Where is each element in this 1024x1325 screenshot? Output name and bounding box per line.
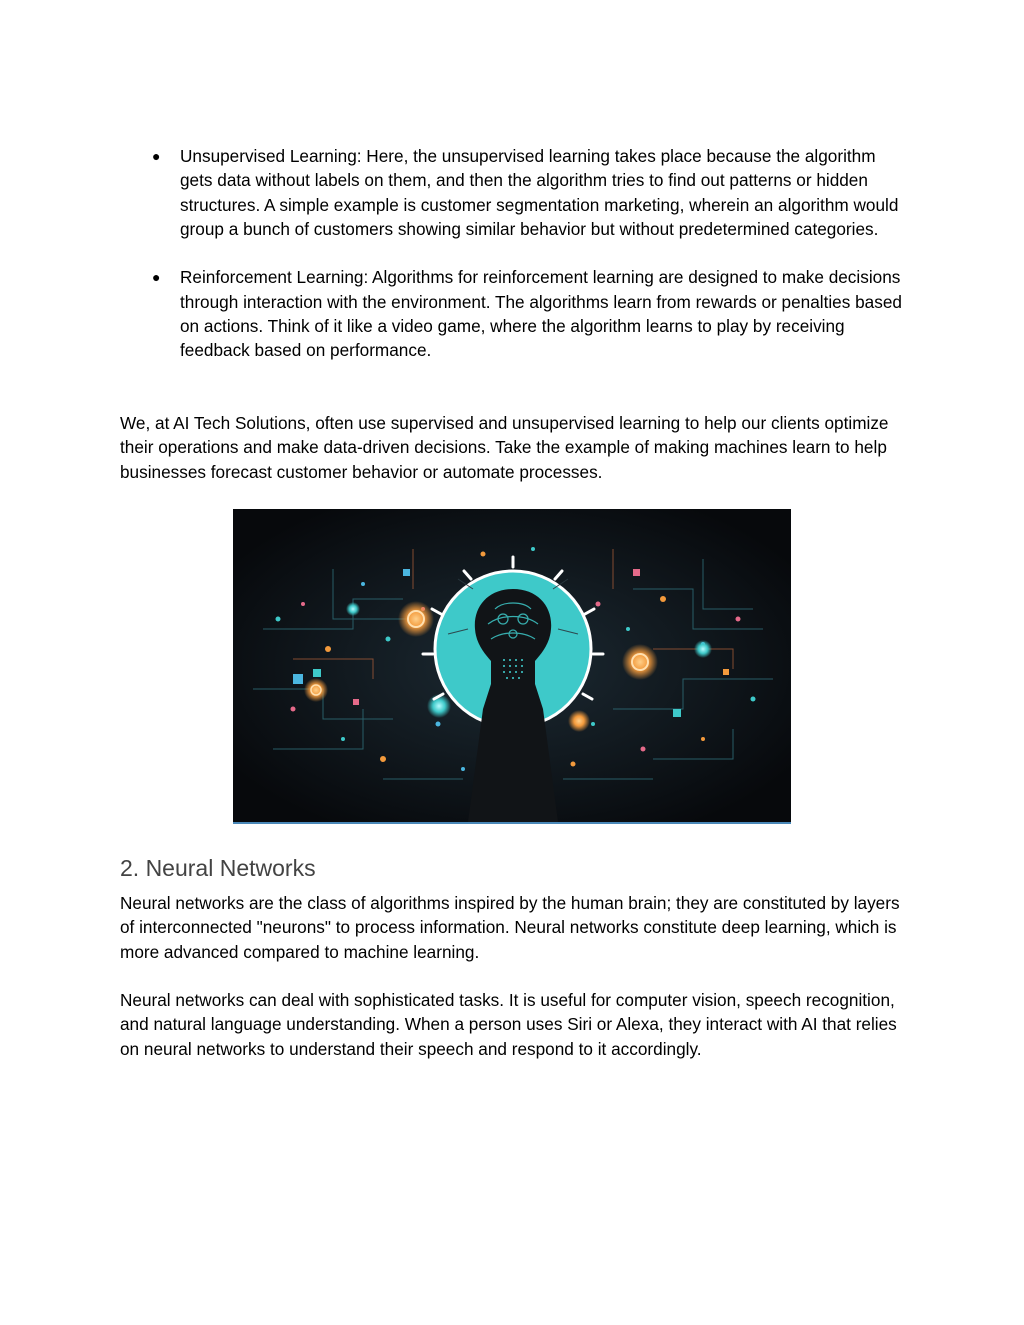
bullet-marker: ● (152, 269, 161, 286)
bullet-list (120, 144, 910, 387)
section-paragraph-1: Neural networks are the class of algorithms inspired by the human brain; they are constituted by layers of interconnected "neurons" to process information. Neural networks constitute deep learning, which is more advanced compared to machine learning. (120, 893, 900, 962)
bullet-item-reinforcement (120, 265, 910, 362)
bullet-marker: ● (152, 148, 161, 164)
section-heading: 2. Neural Networks (120, 855, 316, 881)
bullet-text: Unsupervised Learning: Here, the unsupervised learning takes place because the algorithm gets data without labels on them, and then the algorithm tries to find out patterns or hidden structures. A simple example is customer segmentation marketing, wherein an algorithm would group a bunch of customers showing similar behavior but without predetermined categories. (180, 146, 899, 239)
ai-brain-illustration (233, 509, 791, 822)
figure-underline (233, 822, 791, 824)
section-paragraph-2: Neural networks can deal with sophisticated tasks. It is useful for computer vision, speech recognition, and natural language understanding. When a person uses Siri or Alexa, they interact with AI that relies on neural networks to understand their speech and respond to it accordingly. (120, 990, 897, 1059)
intro-paragraph: We, at AI Tech Solutions, often use supervised and unsupervised learning to help our clients optimize their operations and make data-driven decisions. Take the example of making machines learn to help businesses forecast customer behavior or automate processes. (120, 413, 889, 482)
bullet-item-unsupervised (120, 144, 910, 241)
ai-brain-circuit-illustration-icon (233, 509, 791, 822)
bullet-text: Reinforcement Learning: Algorithms for reinforcement learning are designed to make decisions through interaction with the environment. The algorithms learn from rewards or penalties based on actions. Think of it like a video game, where the algorithm learns to play by receiving feedback based on performance. (180, 267, 902, 361)
